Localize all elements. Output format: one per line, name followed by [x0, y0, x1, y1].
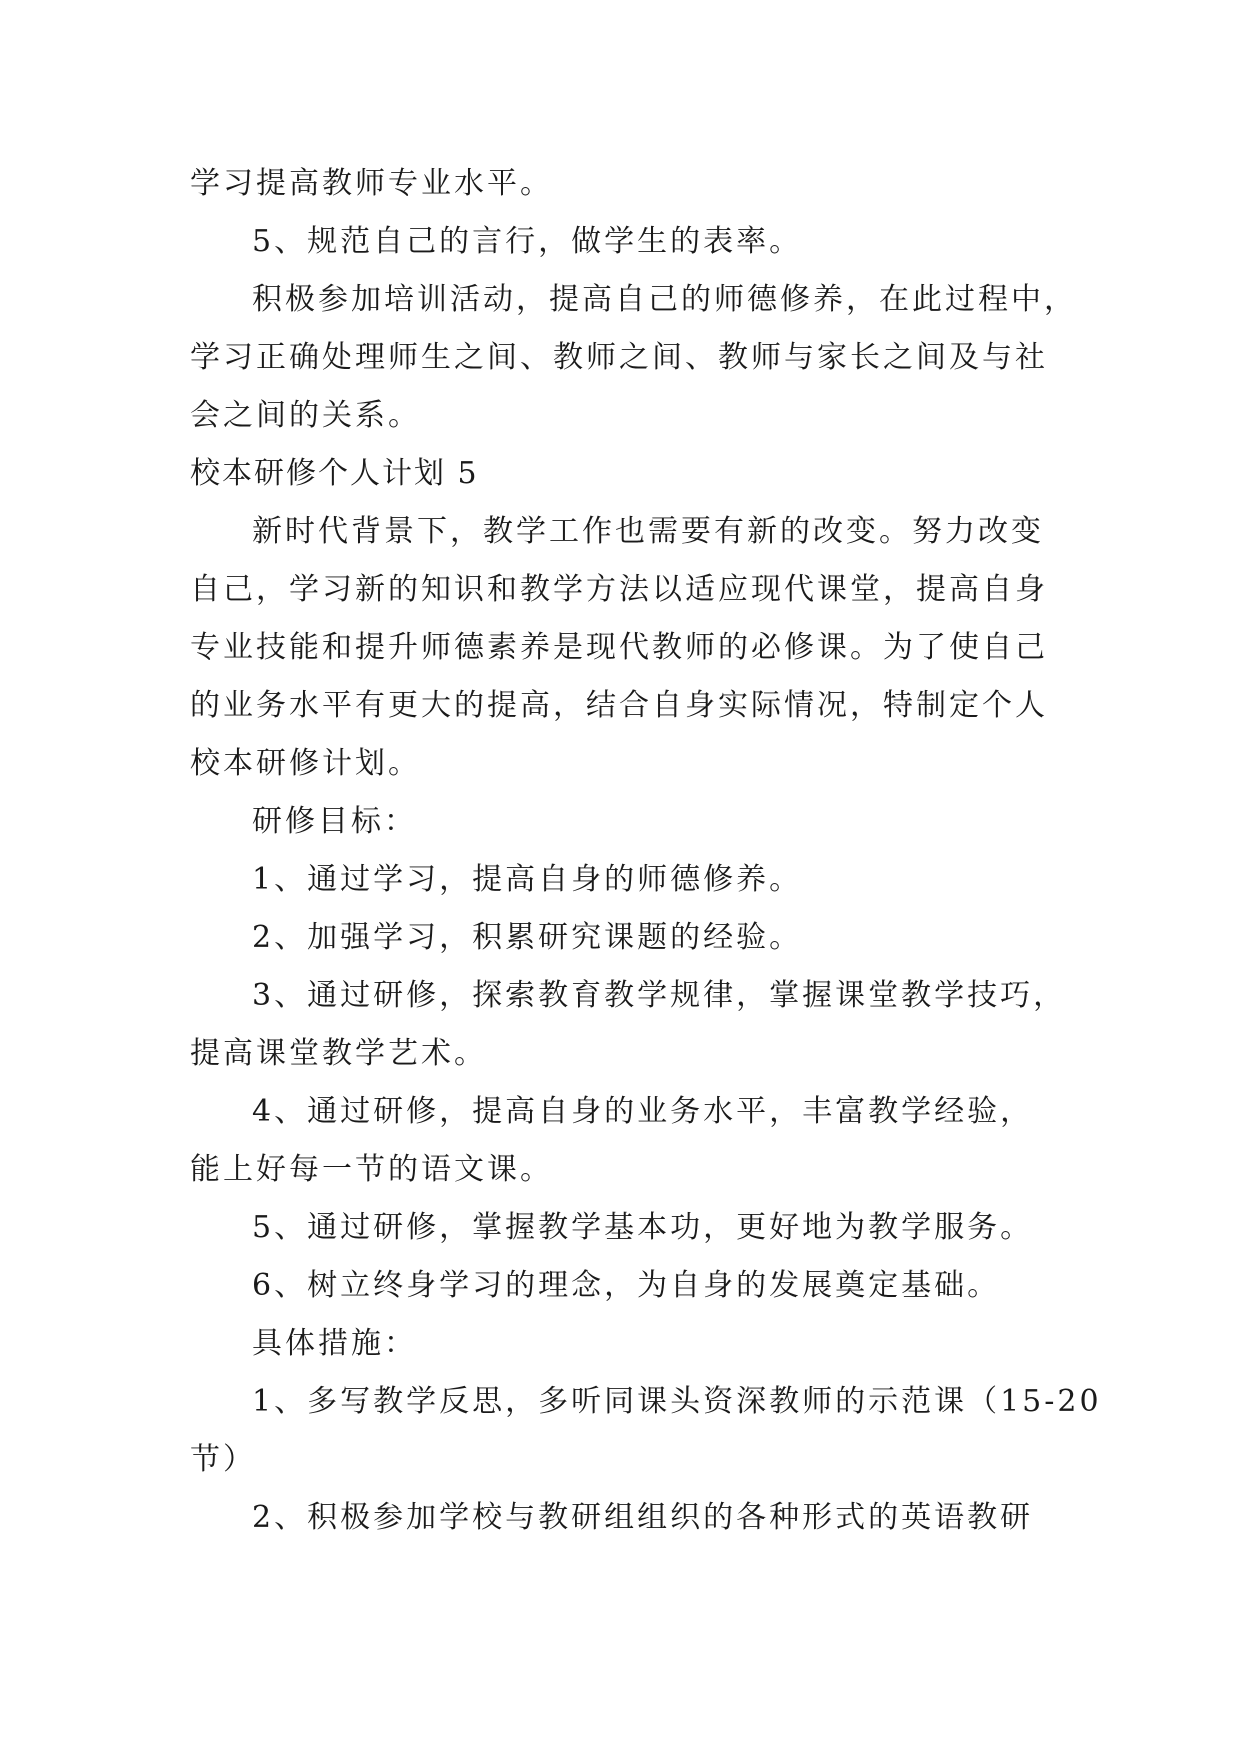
subsection-label: 具体措施：	[252, 1326, 417, 1361]
subsection-label: 研修目标：	[252, 804, 417, 839]
paragraph-line: 会之间的关系。	[190, 398, 421, 433]
list-item-continuation: 提高课堂教学艺术。	[190, 1036, 487, 1071]
paragraph-line: 学习正确处理师生之间、教师之间、教师与家长之间及与社	[190, 340, 1048, 375]
list-item: 2、加强学习，积累研究课题的经验。	[252, 920, 803, 955]
list-item-continuation: 节）	[190, 1442, 256, 1477]
list-item: 5、通过研修，掌握教学基本功，更好地为教学服务。	[252, 1210, 1034, 1245]
paragraph-line: 积极参加培训活动，提高自己的师德修养，在此过程中，	[252, 282, 1077, 317]
paragraph-line: 校本研修计划。	[190, 746, 421, 781]
paragraph-line: 专业技能和提升师德素养是现代教师的必修课。为了使自己	[190, 630, 1048, 665]
section-heading: 校本研修个人计划 5	[190, 456, 479, 491]
list-item: 1、通过学习，提高自身的师德修养。	[252, 862, 803, 897]
paragraph-line: 自己，学习新的知识和教学方法以适应现代课堂，提高自身	[190, 572, 1048, 607]
paragraph-line: 新时代背景下，教学工作也需要有新的改变。努力改变	[252, 514, 1044, 549]
paragraph-line: 学习提高教师专业水平。	[190, 166, 553, 201]
list-item: 2、积极参加学校与教研组组织的各种形式的英语教研	[252, 1500, 1034, 1535]
list-item: 4、通过研修，提高自身的业务水平，丰富教学经验，	[252, 1094, 1034, 1129]
list-item: 6、树立终身学习的理念，为自身的发展奠定基础。	[252, 1268, 1001, 1303]
document-body	[190, 155, 1102, 1547]
paragraph-line: 的业务水平有更大的提高，结合自身实际情况，特制定个人	[190, 688, 1048, 723]
list-item-continuation: 能上好每一节的语文课。	[190, 1152, 553, 1187]
list-item: 1、多写教学反思，多听同课头资深教师的示范课（15-20	[252, 1384, 1102, 1419]
list-item: 5、规范自己的言行，做学生的表率。	[252, 224, 803, 259]
list-item: 3、通过研修，探索教育教学规律，掌握课堂教学技巧，	[252, 978, 1067, 1013]
